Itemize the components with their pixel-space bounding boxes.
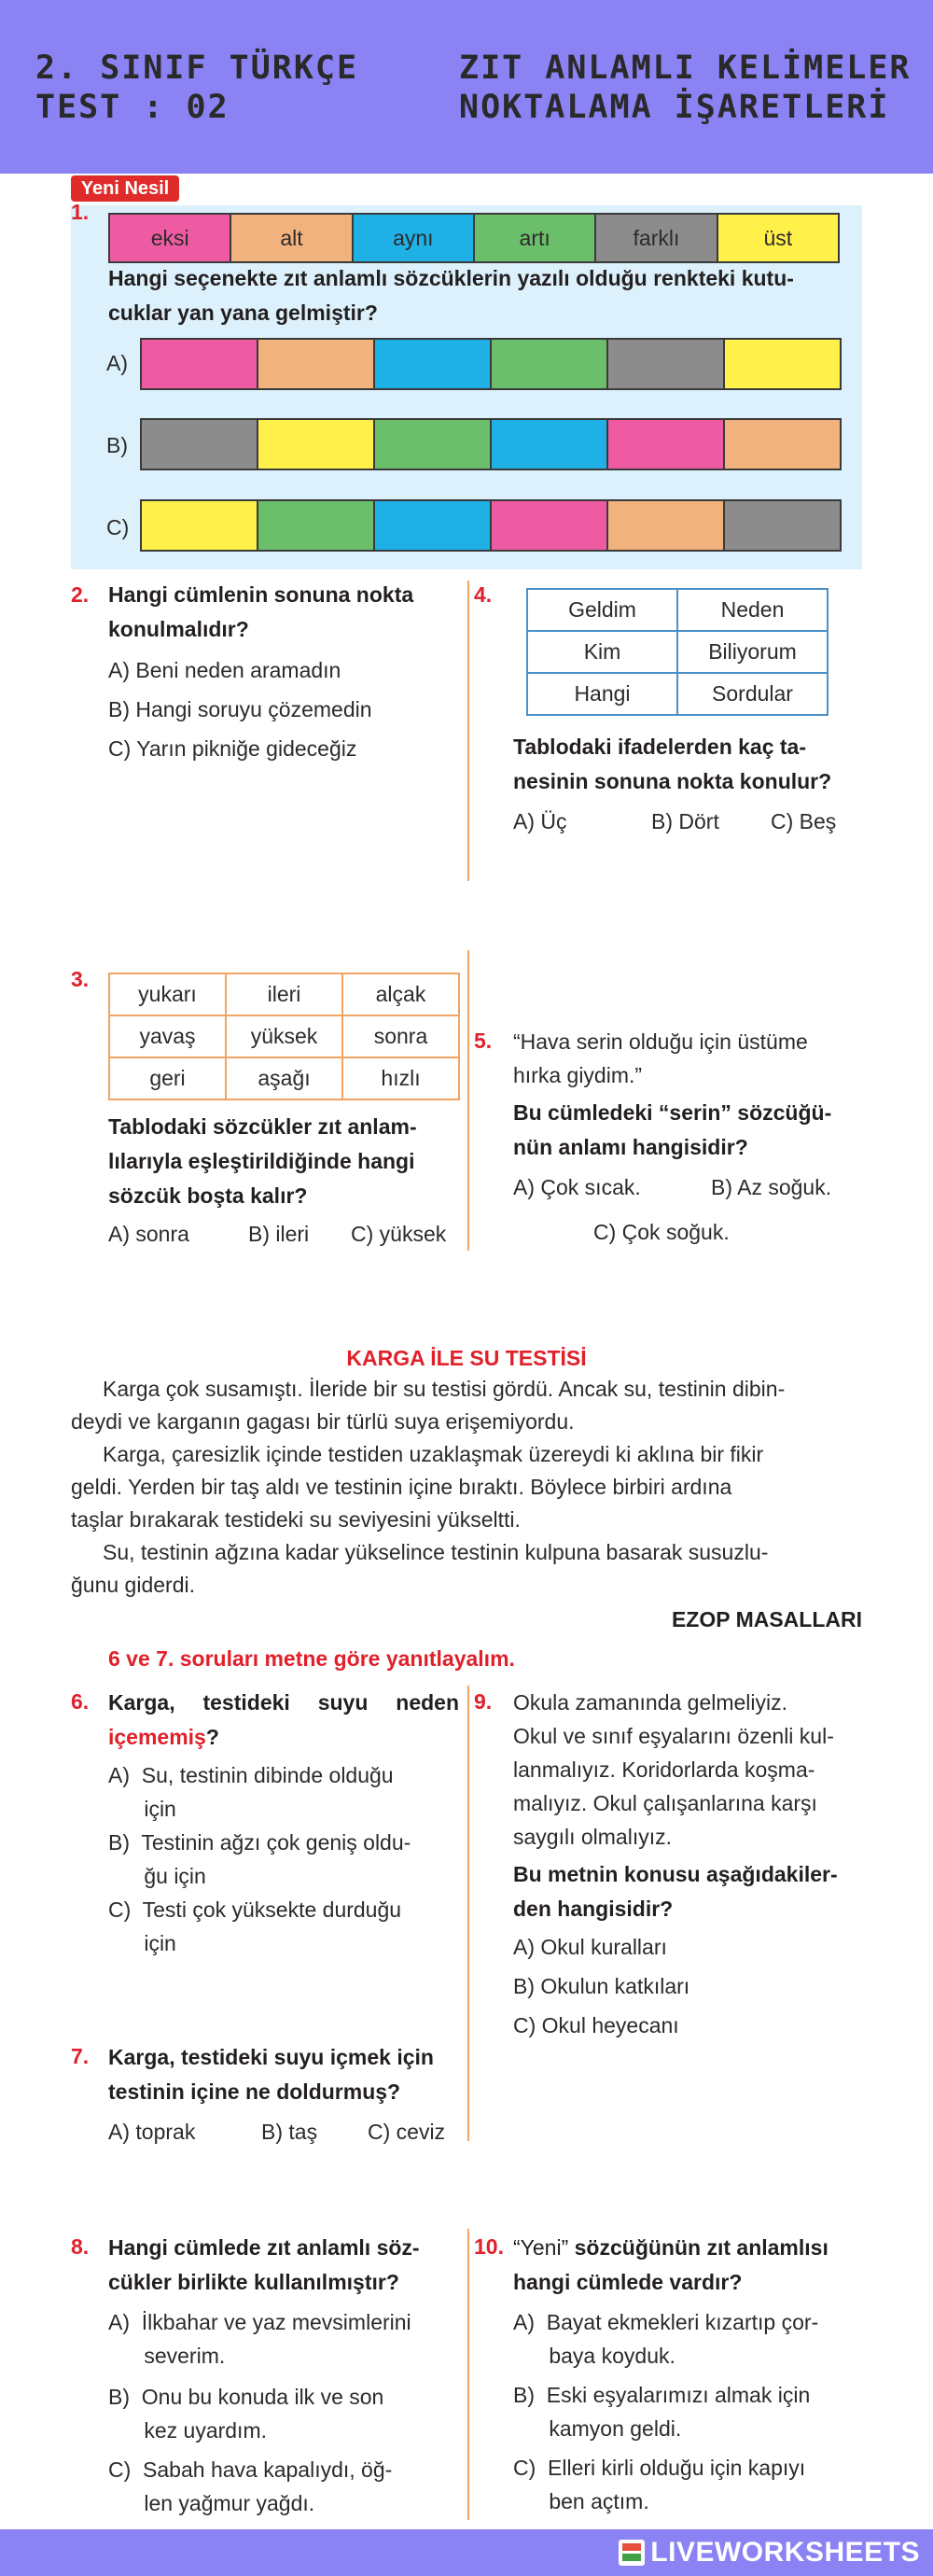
table-cell: ileri	[226, 973, 342, 1015]
question-3-option-b[interactable]: B) ileri	[248, 1222, 310, 1246]
table-cell: Neden	[677, 589, 828, 631]
header-topic-1: ZIT ANLAMLI KELİMELER	[459, 49, 912, 87]
question-10-text: “Yeni” sözcüğünün zıt anlamlısı hangi cümlede vardır?	[513, 2235, 829, 2294]
divider-line	[467, 950, 469, 1251]
question-9-question: Bu metnin konusu aşağıdakiler- den hangisidir?	[513, 1862, 838, 1921]
question-3-option-a[interactable]: A) sonra	[108, 1222, 189, 1246]
liveworksheets-logo[interactable]: LIVEWORKSHEETS	[619, 2537, 920, 2569]
q1-option-a-letter: A)	[106, 351, 128, 375]
question-7-option-c[interactable]: C) ceviz	[368, 2120, 446, 2144]
table-cell: yavaş	[109, 1015, 226, 1057]
divider-line	[467, 581, 469, 881]
divider-line	[467, 2229, 469, 2520]
question-9-number: 9.	[474, 1689, 493, 1714]
word-strip	[108, 213, 840, 263]
question-7-number: 7.	[71, 2044, 90, 2068]
header-banner	[0, 0, 933, 174]
question-6-option-b[interactable]: B) Testinin ağzı çok geniş oldu- ğu için	[108, 1830, 411, 1888]
question-9-option-a[interactable]: A) Okul kuralları	[513, 1935, 667, 1959]
liveworksheets-icon	[619, 2540, 645, 2566]
word-box-blue: aynı	[354, 215, 475, 261]
story-instruction: 6 ve 7. soruları metne göre yanıtlayalım.	[108, 1646, 515, 1671]
question-5-number: 5.	[474, 1029, 493, 1053]
question-5-option-c[interactable]: C) Çok soğuk.	[593, 1220, 730, 1244]
divider-line	[467, 1686, 469, 2141]
table-cell: Geldim	[527, 589, 677, 631]
word-box-gray: farklı	[596, 215, 717, 261]
question-4-number: 4.	[474, 582, 493, 607]
color-box-pink	[608, 420, 725, 469]
question-5-quote: “Hava serin olduğu için üstüme hırka giydim.”	[513, 1029, 808, 1087]
color-box-orange	[725, 420, 840, 469]
question-2-option-a[interactable]: A) Beni neden aramadın	[108, 658, 341, 682]
color-box-orange	[608, 501, 725, 550]
question-1-text: Hangi seçenekte zıt anlamlı sözcüklerin yazılı olduğu renkteki kutu- cuklar yan yana gelmiştir?	[108, 266, 794, 325]
question-8-number: 8.	[71, 2234, 90, 2259]
question-2-option-b[interactable]: B) Hangi soruyu çözemedin	[108, 697, 372, 721]
color-box-pink	[142, 340, 258, 388]
question-2-number: 2.	[71, 582, 90, 607]
word-box-green: artı	[475, 215, 596, 261]
question-5-text: Bu cümledeki “serin” sözcüğü- nün anlamı hangisidir?	[513, 1100, 832, 1159]
question-9-option-b[interactable]: B) Okulun katkıları	[513, 1974, 690, 1998]
table-cell: yukarı	[109, 973, 226, 1015]
word-box-orange: alt	[231, 215, 353, 261]
question-6-option-a[interactable]: A) Su, testinin dibinde olduğu için	[108, 1763, 394, 1821]
table-cell: Biliyorum	[677, 631, 828, 673]
story-text: Karga çok susamıştı. İleride bir su testisi gördü. Ancak su, testinin dibin- deydi ve karganın gagası bir türlü suya erişemiyordu. Karga, çaresizlik içinde testiden uzaklaşmak üzereydi ki aklına bir fikir geldi. Yerden bir taş aldı ve testinin içine bıraktı. Böylece birbiri ardına taşlar bırakarak testideki su seviyesini yükseltti. Su, testinin ağzına kadar yükselince testinin kulpuna basarak susuzlu- ğunu giderdi.	[71, 1377, 786, 1597]
question-6-text: Karga, testideki suyu neden içememiş?	[108, 1690, 459, 1749]
q1-option-b-strip[interactable]	[140, 418, 842, 470]
table-cell: sonra	[342, 1015, 459, 1057]
color-box-gray	[608, 340, 725, 388]
table-cell: yüksek	[226, 1015, 342, 1057]
question-4-option-c[interactable]: C) Beş	[771, 809, 837, 833]
question-4-text: Tablodaki ifadelerden kaç ta- nesinin sonuna nokta konulur?	[513, 735, 832, 793]
question-7-option-a[interactable]: A) toprak	[108, 2120, 196, 2144]
question-9-option-c[interactable]: C) Okul heyecanı	[513, 2013, 679, 2037]
question-8-option-c[interactable]: C) Sabah hava kapalıydı, öğ- len yağmur yağdı.	[108, 2457, 393, 2515]
question-2-text: Hangi cümlenin sonuna nokta konulmalıdır?	[108, 582, 414, 641]
question-6-option-c[interactable]: C) Testi çok yüksekte durduğu için	[108, 1897, 402, 1955]
question-4-option-b[interactable]: B) Dört	[651, 809, 719, 833]
color-box-yellow	[725, 340, 840, 388]
table-cell: geri	[109, 1057, 226, 1099]
question-3-table	[108, 973, 460, 1100]
question-10-option-b[interactable]: B) Eski eşyalarımızı almak için kamyon geldi.	[513, 2383, 811, 2441]
table-cell: hızlı	[342, 1057, 459, 1099]
question-10-number: 10.	[474, 2234, 504, 2259]
yeni-nesil-badge: Yeni Nesil	[71, 175, 179, 202]
question-7-option-b[interactable]: B) taş	[261, 2120, 318, 2144]
color-box-green	[258, 501, 375, 550]
question-8-option-a[interactable]: A) İlkbahar ve yaz mevsimlerini severim.	[108, 2310, 411, 2368]
q1-option-a-strip[interactable]	[140, 338, 842, 390]
color-box-gray	[142, 420, 258, 469]
question-3-text: Tablodaki sözcükler zıt anlam- lılarıyla eşleştirildiğinde hangi sözcük boşta kalır?	[108, 1114, 417, 1208]
color-box-blue	[375, 501, 492, 550]
table-cell: Hangi	[527, 673, 677, 715]
question-5-option-b[interactable]: B) Az soğuk.	[711, 1175, 832, 1199]
question-10-option-a[interactable]: A) Bayat ekmekleri kızartıp çor- baya koyduk.	[513, 2310, 819, 2368]
question-2-option-c[interactable]: C) Yarın pikniğe gideceğiz	[108, 736, 357, 761]
color-box-gray	[725, 501, 840, 550]
color-box-blue	[492, 420, 608, 469]
word-box-pink: eksi	[110, 215, 231, 261]
word-box-yellow: üst	[718, 215, 838, 261]
question-3-number: 3.	[71, 967, 90, 991]
question-4-option-a[interactable]: A) Üç	[513, 809, 567, 833]
question-6-number: 6.	[71, 1689, 90, 1714]
table-cell: aşağı	[226, 1057, 342, 1099]
story-source: EZOP MASALLARI	[671, 1607, 862, 1631]
q1-option-b-letter: B)	[106, 433, 128, 457]
color-box-pink	[492, 501, 608, 550]
question-8-option-b[interactable]: B) Onu bu konuda ilk ve son kez uyardım.	[108, 2385, 384, 2443]
question-9-text: Okula zamanında gelmeliyiz. Okul ve sınıf eşyalarını özenli kul- lanmalıyız. Koridorlarda koşma- malıyız. Okul çalışanlarına karşı saygılı olmalıyız.	[513, 1690, 834, 1849]
header-grade: 2. SINIF TÜRKÇE	[35, 49, 359, 87]
footer-bar	[0, 2529, 933, 2576]
color-box-orange	[258, 340, 375, 388]
q1-option-c-letter: C)	[106, 515, 130, 539]
question-1-number: 1.	[71, 200, 90, 224]
color-box-yellow	[258, 420, 375, 469]
header-topic-2: NOKTALAMA İŞARETLERİ	[459, 89, 890, 126]
story-title: KARGA İLE SU TESTİSİ	[346, 1346, 587, 1370]
question-8-text: Hangi cümlede zıt anlamlı söz- cükler birlikte kullanılmıştır?	[108, 2235, 420, 2294]
table-cell: alçak	[342, 973, 459, 1015]
header-test-number: TEST : 02	[35, 89, 230, 126]
question-3-option-c[interactable]: C) yüksek	[351, 1222, 447, 1246]
question-7-text: Karga, testideki suyu içmek için testinin içine ne doldurmuş?	[108, 2045, 434, 2104]
question-10-option-c[interactable]: C) Elleri kirli olduğu için kapıyı ben açtım.	[513, 2456, 806, 2513]
q1-option-c-strip[interactable]	[140, 499, 842, 552]
question-4-table	[526, 588, 829, 716]
color-box-green	[375, 420, 492, 469]
color-box-blue	[375, 340, 492, 388]
color-box-yellow	[142, 501, 258, 550]
question-5-option-a[interactable]: A) Çok sıcak.	[513, 1175, 641, 1199]
color-box-green	[492, 340, 608, 388]
table-cell: Sordular	[677, 673, 828, 715]
table-cell: Kim	[527, 631, 677, 673]
